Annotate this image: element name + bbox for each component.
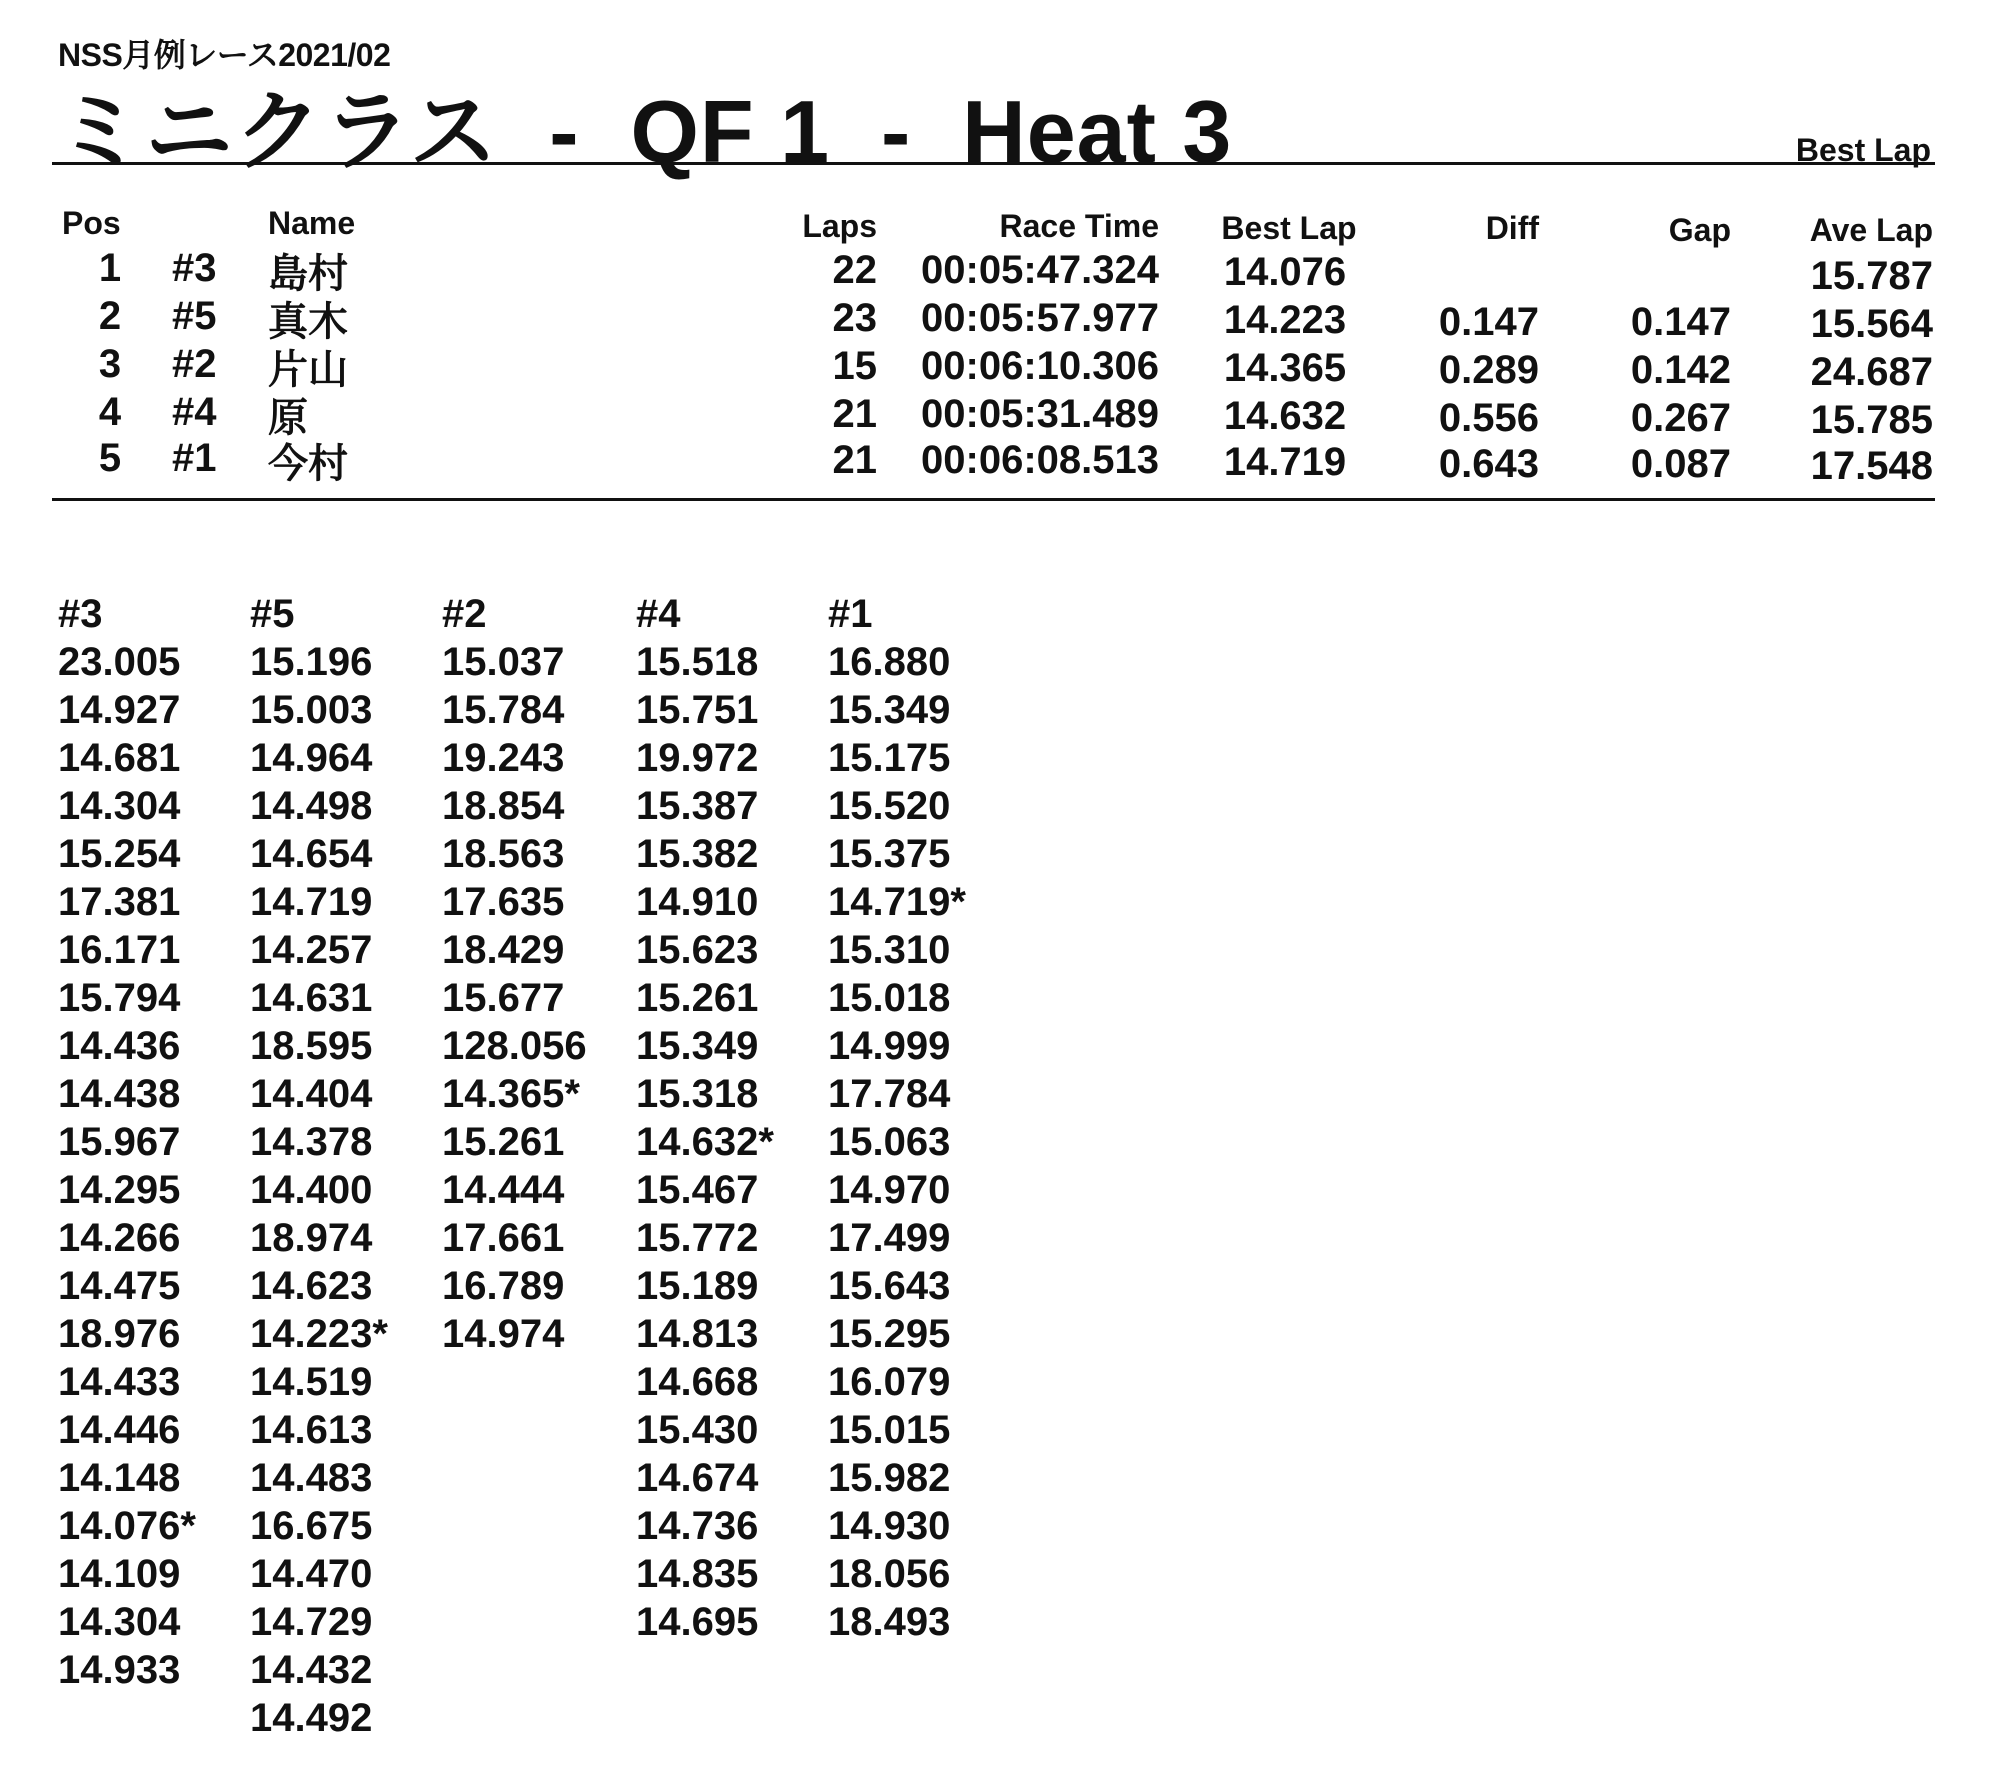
result-gap: 0.142: [1630, 348, 1731, 392]
result-best-lap: 14.365: [1223, 346, 1347, 390]
heat-title: ミニクラス - QF 1 - Heat 3: [56, 82, 1233, 181]
lap-time: 15.003: [250, 688, 373, 732]
result-pos: 2: [98, 294, 122, 338]
lap-time: 16.675: [250, 1504, 373, 1548]
lap-time: 14.076*: [58, 1504, 196, 1548]
lap-time: 14.632*: [636, 1120, 774, 1164]
lap-time: 14.432: [250, 1648, 373, 1692]
lap-time: 14.668: [636, 1360, 759, 1404]
lap-time: 15.037: [442, 640, 565, 684]
result-pos: 1: [98, 246, 122, 290]
result-race-time: 00:05:57.977: [921, 296, 1159, 340]
lap-time: 14.631: [250, 976, 373, 1020]
lap-time: 17.635: [442, 880, 565, 924]
result-pos: 3: [98, 342, 122, 386]
result-laps: 23: [832, 296, 877, 340]
result-gap: 0.267: [1630, 396, 1731, 440]
header-divider: [52, 162, 1935, 165]
lap-time: 14.974: [442, 1312, 565, 1356]
lap-time: 14.109: [58, 1552, 181, 1596]
result-diff: 0.643: [1438, 442, 1539, 486]
lap-time: 14.404: [250, 1072, 373, 1116]
lap-time: 19.972: [636, 736, 759, 780]
lap-time: 14.492: [250, 1696, 373, 1740]
result-car: #4: [172, 390, 217, 434]
lap-time: 14.266: [58, 1216, 181, 1260]
lap-time: 18.854: [442, 784, 565, 828]
lap-time: 23.005: [58, 640, 181, 684]
lap-time: 15.677: [442, 976, 565, 1020]
sort-label: Best Lap: [1795, 132, 1931, 168]
lap-time: 14.148: [58, 1456, 181, 1500]
lap-column: [442, 590, 632, 1358]
lap-time: 18.563: [442, 832, 565, 876]
lap-time: 14.498: [250, 784, 373, 828]
lap-time: 16.079: [828, 1360, 951, 1404]
lap-time: 15.349: [828, 688, 951, 732]
lap-time: 15.254: [58, 832, 181, 876]
lap-time: 18.595: [250, 1024, 373, 1068]
lap-column: [58, 590, 248, 1694]
result-ave-lap: 24.687: [1810, 350, 1933, 394]
lap-time: 15.518: [636, 640, 759, 684]
lap-time: 15.520: [828, 784, 951, 828]
lap-time: 14.813: [636, 1312, 759, 1356]
result-car: #3: [172, 246, 217, 290]
result-laps: 15: [832, 344, 877, 388]
lap-time: 15.261: [442, 1120, 565, 1164]
result-best-lap: 14.076: [1223, 250, 1347, 294]
col-header-race-time: Race Time: [999, 208, 1159, 244]
lap-column-car: #4: [636, 592, 681, 636]
result-name: 今村: [268, 442, 348, 486]
lap-column-car: #5: [250, 592, 295, 636]
lap-time: 14.970: [828, 1168, 951, 1212]
col-header-ave-lap: Ave Lap: [1809, 212, 1933, 248]
lap-time: 14.378: [250, 1120, 373, 1164]
lap-time: 16.789: [442, 1264, 565, 1308]
result-diff: 0.147: [1438, 300, 1539, 344]
result-gap: 0.147: [1630, 300, 1731, 344]
lap-time: 15.196: [250, 640, 373, 684]
lap-time: 17.381: [58, 880, 181, 924]
result-race-time: 00:05:47.324: [921, 248, 1159, 292]
lap-time: 15.261: [636, 976, 759, 1020]
lap-time: 18.429: [442, 928, 565, 972]
lap-time: 14.695: [636, 1600, 759, 1644]
lap-time: 15.772: [636, 1216, 759, 1260]
lap-time: 15.018: [828, 976, 951, 1020]
lap-time: 14.999: [828, 1024, 951, 1068]
result-name: 真木: [268, 300, 348, 344]
lap-column: [828, 590, 1018, 1646]
lap-time: 14.674: [636, 1456, 759, 1500]
lap-time: 14.681: [58, 736, 181, 780]
result-race-time: 00:06:10.306: [921, 344, 1159, 388]
lap-time: 14.613: [250, 1408, 373, 1452]
lap-time: 14.446: [58, 1408, 181, 1452]
lap-time: 15.643: [828, 1264, 951, 1308]
lap-time: 18.976: [58, 1312, 181, 1356]
result-name: 原: [268, 396, 308, 440]
result-laps: 22: [832, 248, 877, 292]
lap-time: 15.175: [828, 736, 951, 780]
col-header-best-lap: Best Lap: [1221, 210, 1357, 246]
lap-time: 14.654: [250, 832, 373, 876]
lap-time: 16.171: [58, 928, 181, 972]
lap-time: 14.304: [58, 1600, 181, 1644]
lap-time: 14.910: [636, 880, 759, 924]
lap-time: 14.444: [442, 1168, 565, 1212]
lap-time: 17.784: [828, 1072, 951, 1116]
lap-time: 14.365*: [442, 1072, 580, 1116]
result-race-time: 00:06:08.513: [921, 438, 1159, 482]
lap-time: 15.967: [58, 1120, 181, 1164]
result-car: #2: [172, 342, 217, 386]
col-header-laps: Laps: [802, 208, 877, 244]
lap-time: 14.930: [828, 1504, 951, 1548]
col-header-gap: Gap: [1668, 212, 1731, 248]
lap-time: 14.304: [58, 784, 181, 828]
result-best-lap: 14.223: [1223, 298, 1347, 342]
lap-time: 19.243: [442, 736, 565, 780]
lap-time: 14.964: [250, 736, 373, 780]
lap-time: 15.430: [636, 1408, 759, 1452]
result-ave-lap: 15.564: [1810, 302, 1933, 346]
result-gap: 0.087: [1630, 442, 1731, 486]
event-name: NSS月例レース2021/02: [58, 37, 391, 73]
result-name: 片山: [268, 348, 348, 392]
lap-time: 15.982: [828, 1456, 951, 1500]
lap-time: 15.189: [636, 1264, 759, 1308]
result-name: 島村: [268, 252, 348, 296]
lap-time: 15.015: [828, 1408, 951, 1452]
lap-time: 15.349: [636, 1024, 759, 1068]
lap-time: 14.729: [250, 1600, 373, 1644]
lap-time: 14.433: [58, 1360, 181, 1404]
result-laps: 21: [832, 438, 877, 482]
lap-column: [636, 590, 826, 1646]
lap-time: 128.056: [442, 1024, 587, 1068]
results-divider: [52, 498, 1935, 501]
result-ave-lap: 15.787: [1810, 254, 1933, 298]
lap-time: 15.784: [442, 688, 565, 732]
result-race-time: 00:05:31.489: [921, 392, 1159, 436]
lap-column: [250, 590, 440, 1742]
lap-time: 14.223*: [250, 1312, 388, 1356]
lap-time: 15.063: [828, 1120, 951, 1164]
result-diff: 0.289: [1438, 348, 1539, 392]
lap-time: 14.295: [58, 1168, 181, 1212]
lap-column-car: #2: [442, 592, 487, 636]
result-laps: 21: [832, 392, 877, 436]
lap-time: 14.736: [636, 1504, 759, 1548]
lap-time: 14.436: [58, 1024, 181, 1068]
lap-time: 14.933: [58, 1648, 181, 1692]
lap-time: 15.318: [636, 1072, 759, 1116]
lap-time: 14.927: [58, 688, 181, 732]
result-diff: 0.556: [1438, 396, 1539, 440]
lap-time: 15.794: [58, 976, 181, 1020]
lap-time: 15.310: [828, 928, 951, 972]
lap-time: 15.375: [828, 832, 951, 876]
result-best-lap: 14.719: [1223, 440, 1347, 484]
result-car: #1: [172, 436, 217, 480]
lap-time: 14.475: [58, 1264, 181, 1308]
lap-column-car: #3: [58, 592, 103, 636]
lap-time: 14.400: [250, 1168, 373, 1212]
lap-time: 14.623: [250, 1264, 373, 1308]
col-header-pos: Pos: [62, 205, 121, 241]
lap-time: 14.835: [636, 1552, 759, 1596]
result-pos: 4: [98, 390, 122, 434]
result-ave-lap: 15.785: [1810, 398, 1933, 442]
lap-time: 14.257: [250, 928, 373, 972]
lap-time: 18.493: [828, 1600, 951, 1644]
lap-time: 15.467: [636, 1168, 759, 1212]
result-ave-lap: 17.548: [1810, 444, 1933, 488]
lap-time: 15.382: [636, 832, 759, 876]
lap-time: 15.295: [828, 1312, 951, 1356]
result-best-lap: 14.632: [1223, 394, 1347, 438]
lap-time: 15.751: [636, 688, 759, 732]
lap-time: 18.056: [828, 1552, 951, 1596]
lap-time: 18.974: [250, 1216, 373, 1260]
lap-time: 14.719: [250, 880, 373, 924]
lap-column-car: #1: [828, 592, 873, 636]
result-car: #5: [172, 294, 217, 338]
result-pos: 5: [98, 436, 122, 480]
col-header-diff: Diff: [1485, 210, 1539, 246]
lap-time: 14.519: [250, 1360, 373, 1404]
lap-time: 14.438: [58, 1072, 181, 1116]
lap-time: 14.719*: [828, 880, 966, 924]
lap-time: 14.470: [250, 1552, 373, 1596]
lap-time: 16.880: [828, 640, 951, 684]
lap-time: 17.499: [828, 1216, 951, 1260]
lap-time: 17.661: [442, 1216, 565, 1260]
lap-time: 15.623: [636, 928, 759, 972]
lap-time: 15.387: [636, 784, 759, 828]
lap-time: 14.483: [250, 1456, 373, 1500]
col-header-name: Name: [268, 205, 356, 241]
